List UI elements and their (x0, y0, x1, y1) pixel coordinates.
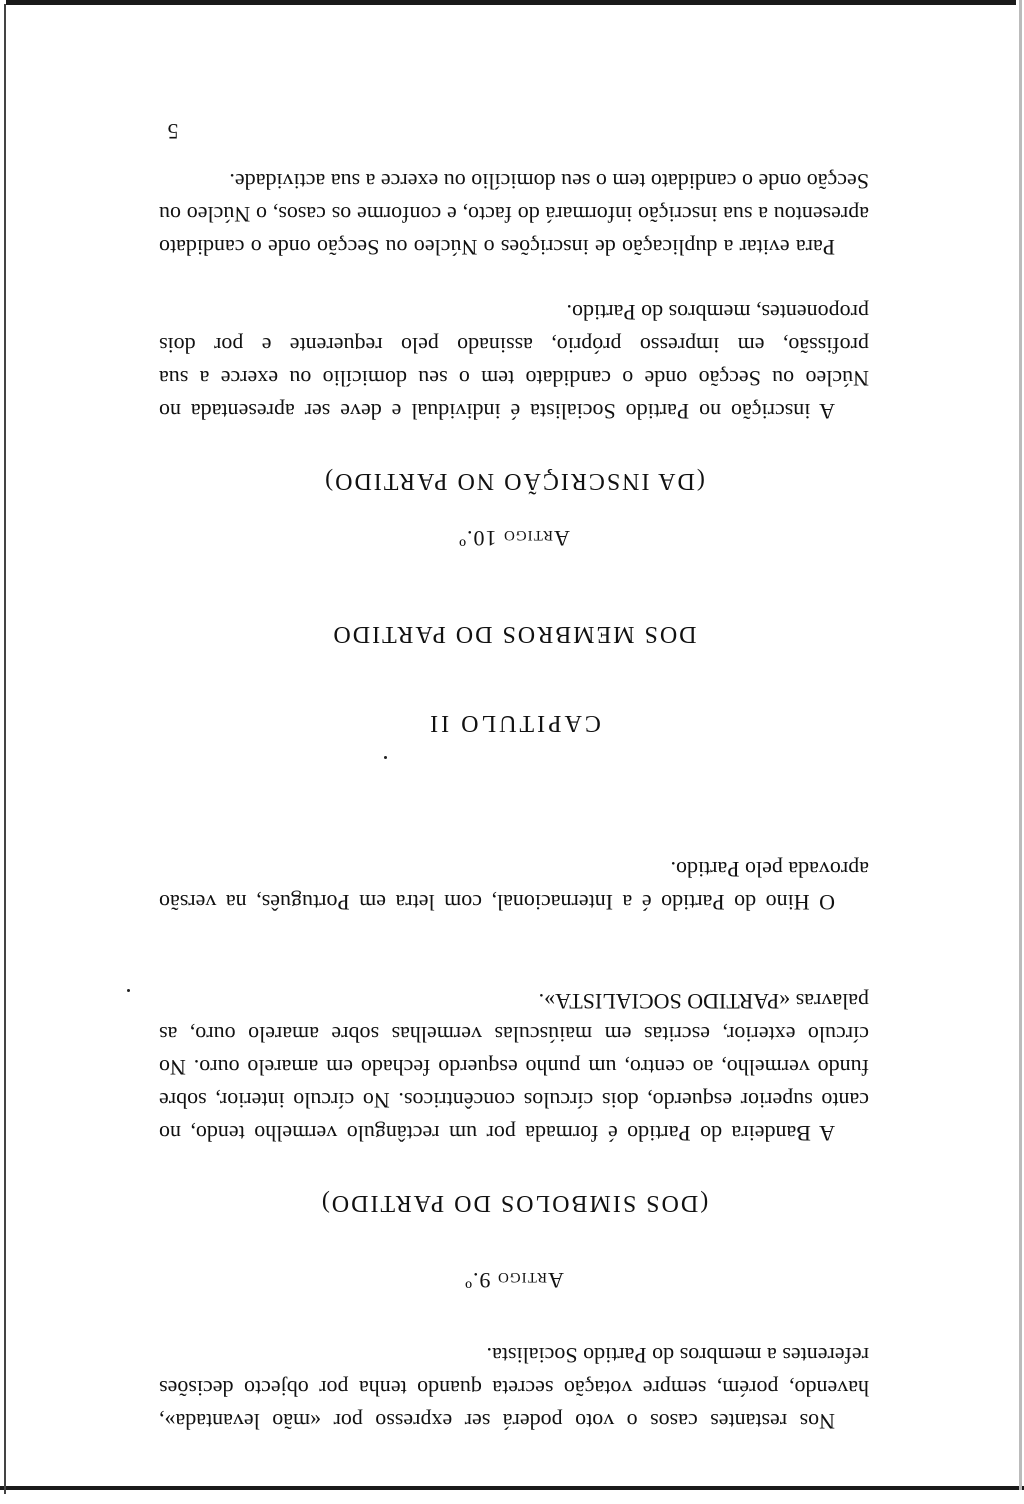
artigo-10-inscription-paragraph: A inscrição no Partido Socialista é individual e deve ser apresentada no Núcleo ou Secção onde o candidato tem o seu domicílio ou exerce a sua profissão, em impresso próprio, assinado pelo requerente e por dois proponentes, membros do Partido. (159, 300, 869, 424)
artigo-10-title: Artigo 10.º (458, 526, 570, 551)
artigo-9-flag-paragraph: A Bandeira do Partido é formada por um rectângulo vermelho tendo, no canto superior esquerdo, dois círculos concêntricos. No círculo interior, sobre fundo vermelho, ao centro, um punho esquerdo fechado em amarelo ouro. No círculo exterior, escritas em maiúsculas vermelhas sobre amarelo ouro, as palavras «PARTIDO SOCIALISTA». (159, 989, 869, 1146)
paragraph-voting: Nos restantes casos o voto poderá ser expresso por «mão levantada», havendo, porém, sempre votação secreta quando tenha por objecto decisões referentes a membros do Partido Socialista. (159, 1343, 869, 1434)
chapter-title: CAPITULO II (427, 710, 601, 736)
scan-speck (384, 756, 387, 759)
artigo-10-duplication-paragraph: Para evitar a duplicação de inscrições o Núcleo ou Secção onde o candidato apresentou a sua inscrição informará do facto, e conforme os casos, o Núcleo ou Secção onde o candidato tem o seu domicílio ou exerce a sua actividade. (159, 169, 869, 260)
artigo-9-hymn-paragraph: O Hino do Partido é a Internacional, com letra em Português, na versão aprovada pelo Partido. (159, 857, 869, 915)
scan-speck (127, 989, 130, 992)
chapter-subtitle: DOS MEMBROS DO PARTIDO (331, 621, 697, 647)
artigo-10-heading: (DA INSCRIÇÃO NO PARTIDO) (323, 468, 705, 494)
artigo-9-title: Artigo 9.º (464, 1268, 564, 1293)
artigo-9-heading: (DOS SIMBOLOS DO PARTIDO) (319, 1190, 709, 1216)
page-number: 5 (167, 119, 179, 144)
